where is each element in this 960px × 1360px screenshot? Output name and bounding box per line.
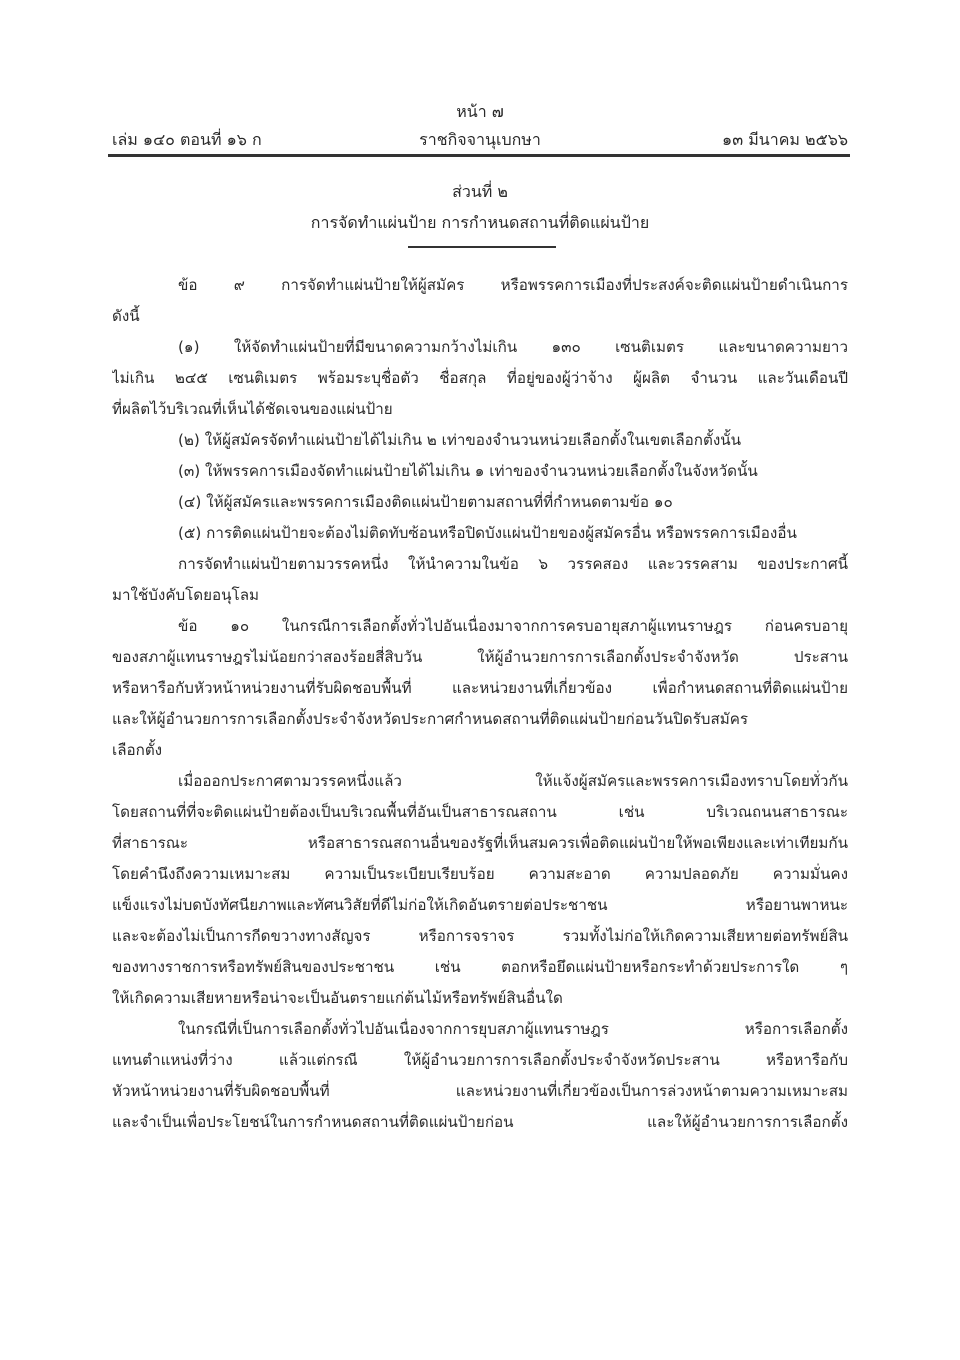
- document-body: [112, 270, 848, 1138]
- text-line: (๔) ให้ผู้สมัครและพรรคการเมืองติดแผ่นป้ายตามสถานที่ที่กำหนดตามข้อ ๑๐: [178, 493, 673, 511]
- text-line: และให้ผู้อำนวยการการเลือกตั้งประจำจังหวัดประกาศกำหนดสถานที่ติดแผ่นป้ายก่อนวันปิดรับสมัคร: [112, 710, 749, 728]
- text-line: แข็งแรงไม่บดบังทัศนียภาพและทัศนวิสัยที่ดีไม่ก่อให้เกิดอันตรายต่อประชาชน หรือยานพาหนะ: [112, 896, 848, 914]
- section-divider: [408, 246, 556, 248]
- publication-date: ๑๓ มีนาคม ๒๕๖๖: [722, 130, 848, 149]
- text-line: ข้อ ๙ การจัดทำแผ่นป้ายให้ผู้สมัคร หรือพรรคการเมืองที่ประสงค์จะติดแผ่นป้ายดำเนินการ: [178, 276, 848, 294]
- text-line: แทนตำแหน่งที่ว่าง แล้วแต่กรณี ให้ผู้อำนวยการการเลือกตั้งประจำจังหวัดประสาน หรือหารือกับ: [112, 1051, 848, 1069]
- text-line: หรือหารือกับหัวหน้าหน่วยงานที่รับผิดชอบพื้นที่ และหน่วยงานที่เกี่ยวข้อง เพื่อกำหนดสถานที่ติดแผ่นป้าย: [112, 679, 848, 697]
- text-line: ให้เกิดความเสียหายหรือน่าจะเป็นอันตรายแก่ต้นไม้หรือทรัพย์สินอื่นใด: [112, 989, 563, 1007]
- text-line: ในกรณีที่เป็นการเลือกตั้งทั่วไปอันเนื่องจากการยุบสภาผู้แทนราษฎร หรือการเลือกตั้ง: [178, 1020, 848, 1038]
- text-line: และจำเป็นเพื่อประโยชน์ในการกำหนดสถานที่ติดแผ่นป้ายก่อน และให้ผู้อำนวยการการเลือกตั้ง: [112, 1113, 848, 1131]
- text-line: ที่ผลิตไว้บริเวณที่เห็นได้ชัดเจนของแผ่นป้าย: [112, 400, 393, 418]
- text-line: ข้อ ๑๐ ในกรณีการเลือกตั้งทั่วไปอันเนื่องมาจากการครบอายุสภาผู้แทนราษฎร ก่อนครบอายุ: [178, 617, 848, 635]
- section-subtitle: การจัดทำแผ่นป้าย การกำหนดสถานที่ติดแผ่นป้าย: [310, 213, 650, 232]
- text-line: (๕) การติดแผ่นป้ายจะต้องไม่ติดทับซ้อนหรือปิดบังแผ่นป้ายของผู้สมัครอื่น หรือพรรคการเมืองอื่น: [178, 524, 797, 542]
- publication-name: ราชกิจจานุเบกษา: [419, 130, 541, 149]
- gazette-header: [112, 128, 848, 152]
- text-line: และจะต้องไม่เป็นการกีดขวางทางสัญจร หรือการจราจร รวมทั้งไม่ก่อให้เกิดความเสียหายต่อทรัพย์สิน: [112, 927, 848, 945]
- text-line: โดยคำนึงถึงความเหมาะสม ความเป็นระเบียบเรียบร้อย ความสะอาด ความปลอดภัย ความมั่นคง: [112, 865, 848, 883]
- text-line: ของสภาผู้แทนราษฎรไม่น้อยกว่าสองร้อยสี่สิบวัน ให้ผู้อำนวยการการเลือกตั้งประจำจังหวัด ประสาน: [112, 648, 848, 666]
- page-number: หน้า ๗: [456, 102, 504, 121]
- text-line: ไม่เกิน ๒๔๕ เซนติเมตร พร้อมระบุชื่อตัว ชื่อสกุล ที่อยู่ของผู้ว่าจ้าง ผู้ผลิต จำนวน และวันเดือนปี: [112, 369, 848, 387]
- section-title: ส่วนที่ ๒: [452, 182, 508, 201]
- text-line: (๒) ให้ผู้สมัครจัดทำแผ่นป้ายได้ไม่เกิน ๒ เท่าของจำนวนหน่วยเลือกตั้งในเขตเลือกตั้งนั้น: [178, 431, 742, 449]
- text-line: ดังนี้: [112, 307, 140, 325]
- header-rule: [108, 154, 850, 157]
- text-line: (๑) ให้จัดทำแผ่นป้ายที่มีขนาดความกว้างไม่เกิน ๑๓๐ เซนติเมตร และขนาดความยาว: [178, 338, 848, 356]
- text-line: เลือกตั้ง: [112, 741, 163, 759]
- volume-issue: เล่ม ๑๔๐ ตอนที่ ๑๖ ก: [112, 130, 262, 149]
- text-line: มาใช้บังคับโดยอนุโลม: [112, 586, 260, 604]
- text-line: ของทางราชการหรือทรัพย์สินของประชาชน เช่น ตอกหรือยึดแผ่นป้ายหรือกระทำด้วยประการใด ๆ: [112, 958, 848, 976]
- text-line: (๓) ให้พรรคการเมืองจัดทำแผ่นป้ายได้ไม่เกิน ๑ เท่าของจำนวนหน่วยเลือกตั้งในจังหวัดนั้น: [178, 462, 758, 480]
- text-line: ที่สาธารณะ หรือสาธารณสถานอื่นของรัฐที่เห็นสมควรเพื่อติดแผ่นป้ายให้พอเพียงและเท่าเทียมกัน: [112, 834, 848, 852]
- text-line: โดยสถานที่ที่จะติดแผ่นป้ายต้องเป็นบริเวณพื้นที่อันเป็นสาธารณสถาน เช่น บริเวณถนนสาธารณะ: [112, 803, 848, 821]
- text-line: หัวหน้าหน่วยงานที่รับผิดชอบพื้นที่ และหน่วยงานที่เกี่ยวข้องเป็นการล่วงหน้าตามความเหมาะสม: [112, 1082, 848, 1100]
- text-line: การจัดทำแผ่นป้ายตามวรรคหนึ่ง ให้นำความในข้อ ๖ วรรคสอง และวรรคสาม ของประกาศนี้: [178, 555, 848, 573]
- text-line: เมื่อออกประกาศตามวรรคหนึ่งแล้ว ให้แจ้งผู้สมัครและพรรคการเมืองทราบโดยทั่วกัน: [178, 772, 848, 790]
